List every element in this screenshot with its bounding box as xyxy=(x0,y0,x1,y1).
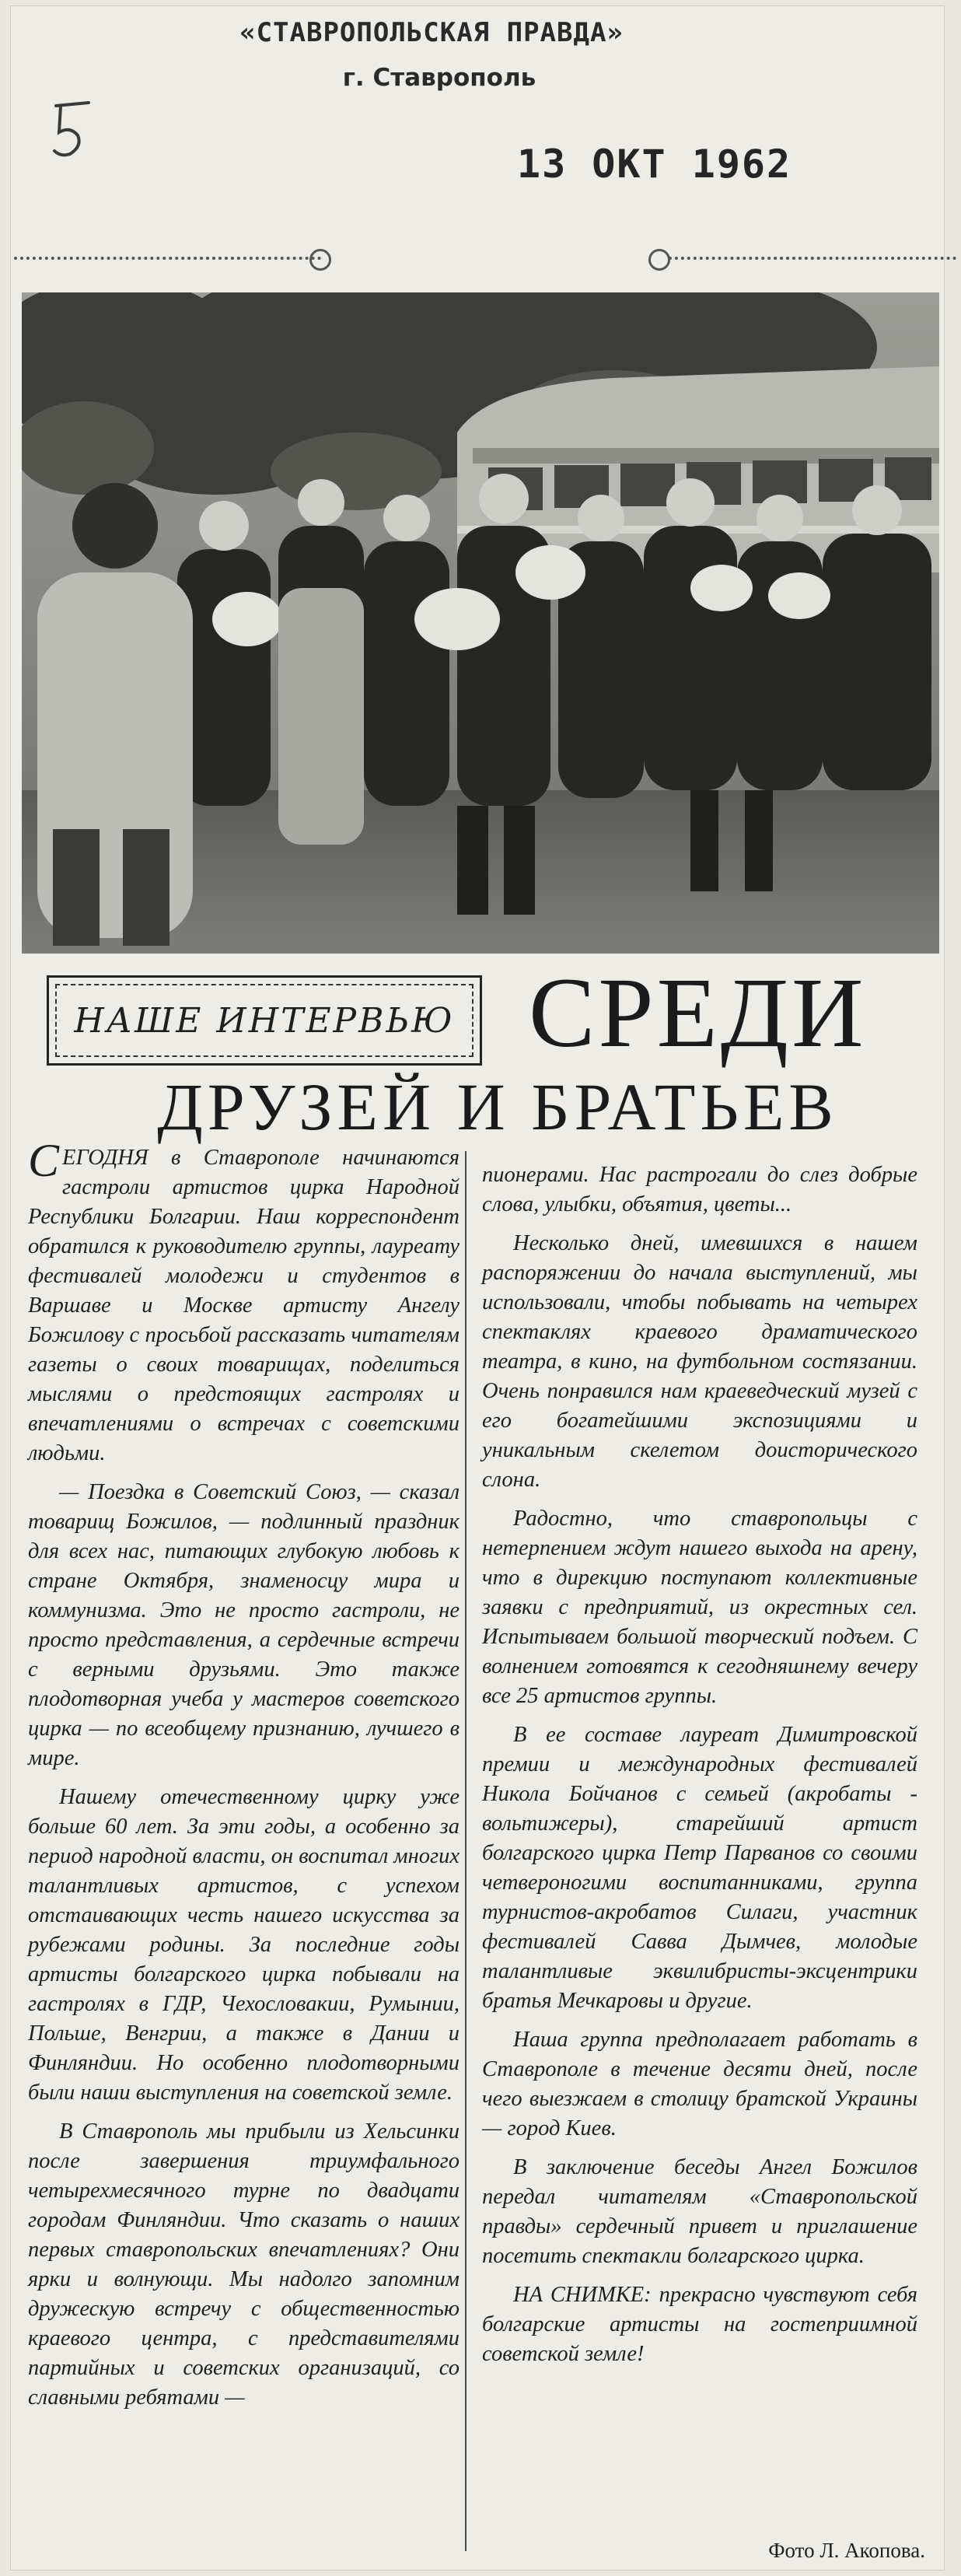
article-paragraph: СЕГОДНЯ в Ставрополе начинаются гастроли артистов цирка Народной Республики Болгарии. Наш корреспондент обратился к руководителю группы, лауреату фестивалей молодежи и студентов в Варшаве и Москве артисту Ангелу Божилову с просьбой рассказать читателям газеты о своих товарищах, поделиться мыслями о предстоящих гастролях и впечатлениями о встречах с советскими людьми. xyxy=(28,1135,460,1465)
article-paragraph: Наша группа предполагает работать в Ставрополе в течение десяти дней, после чего выезжаем в столицу братской Украины — город Киев. xyxy=(482,2028,917,2140)
caption-label: НА СНИМКЕ: xyxy=(513,2283,652,2307)
article-paragraph: В Ставрополь мы прибыли из Хельсинки после завершения триумфального четырехмесячного турне по двадцати городам Финляндии. Что сказать о наших первых ставропольских впечатлениях? Они ярки и волнующи. Мы надолго запомним дружескую встречу с общественностью краевого центра, с представителями партийных и советских организаций, со славными ребятами — xyxy=(28,2119,460,2410)
article-paragraph: пионерами. Нас растрогали до слез добрые слова, улыбки, объятия, цветы... xyxy=(482,1163,917,1216)
cut-line-right xyxy=(669,257,956,268)
article-paragraph: Нашему отечественному цирку уже больше 60 лет. За эти годы, а особенно за период народной власти, он воспитал многих талантливых артистов, с успехом отстаивающих честь нашего искусства за рубежами родины. За последние годы артисты болгарского цирка побывали на гастролях в ГДР, Чехословакии, Румынии, Польше, Венгрии, а также в Дании и Финляндии. Но особенно плодотворными были наши выступления на советской земле. xyxy=(28,1785,460,2105)
article-paragraph: В ее составе лауреат Димитровской премии и международных фестивалей Никола Бойчанов с семьей (акробаты - вольтижеры), старейший артист болгарского цирка Петр Парванов со своими четвероногими воспитанниками, группа турнистов-акробатов Силаги, участник фестивалей Савва Дымчев, молодые талантливые эквилибристы-эксцентрики братья Мечкаровы и другие. xyxy=(482,1723,917,2013)
rubric-box xyxy=(47,975,482,1066)
headline-line-1: СРЕДИ xyxy=(529,957,867,1068)
rubric-label: НАШЕ ИНТЕРВЬЮ xyxy=(74,1000,455,1041)
photo-caption xyxy=(482,2280,917,2369)
article-paragraph: Несколько дней, имевшихся в нашем распоряжении до начала выступлений, мы использовали, чтобы побывать на четырех спектаклях краевого драматического театра, в кино, на футбольном состязании. Очень понравился нам краеведческий музей с его богатейшими экспозициями и уникальным скелетом доисторического слона. xyxy=(482,1231,917,1492)
article-column-left xyxy=(28,1135,460,2422)
cut-mark-right xyxy=(648,249,670,271)
caption-text: прекрасно чувствуют себя болгарские артисты на гостеприимной советской земле! xyxy=(482,2283,918,2366)
headline-line-2: ДРУЗЕЙ И БРАТЬЕВ xyxy=(157,1069,838,1144)
handwritten-mark xyxy=(47,92,101,162)
article-paragraph: Радостно, что ставропольцы с нетерпением ждут нашего выхода на арену, что в дирекцию поступают коллективные заявки с предприятий, из окрестных сел. Испытываем большой творческий подъем. С волнением готовятся к сегодняшнему вечеру все 25 артистов группы. xyxy=(482,1507,917,1708)
article-paragraph: В заключение беседы Ангел Божилов передал читателям «Ставропольской правды» сердечный привет и приглашение посетить спектакли болгарского цирка. xyxy=(482,2155,917,2268)
photo-credit: Фото Л. Акопова. xyxy=(768,2539,925,2562)
newspaper-name-stamp: «СТАВРОПОЛЬСКАЯ ПРАВДА» xyxy=(239,17,624,48)
date-stamp: 13 ОКТ 1962 xyxy=(517,142,792,187)
drop-cap: С xyxy=(28,1135,60,1186)
cut-mark-left xyxy=(309,249,331,271)
news-photo xyxy=(22,292,939,954)
cut-line-left xyxy=(14,257,321,268)
article-column-right xyxy=(482,1160,917,2378)
article-paragraph: — Поездка в Советский Союз, — сказал товарищ Божилов, — подлинный праздник для всех нас, питающих глубокую любовь к стране Октября, знаменосцу мира и коммунизма. Это не просто гастроли, не просто представления, а сердечные встречи с верными друзьями. Это также плодотворная учеба у мастеров советского цирка — по всеобщему признанию, лучшего в мире. xyxy=(28,1480,460,1770)
city-stamp: г. Ставрополь xyxy=(342,64,536,92)
column-divider xyxy=(465,1151,467,2551)
